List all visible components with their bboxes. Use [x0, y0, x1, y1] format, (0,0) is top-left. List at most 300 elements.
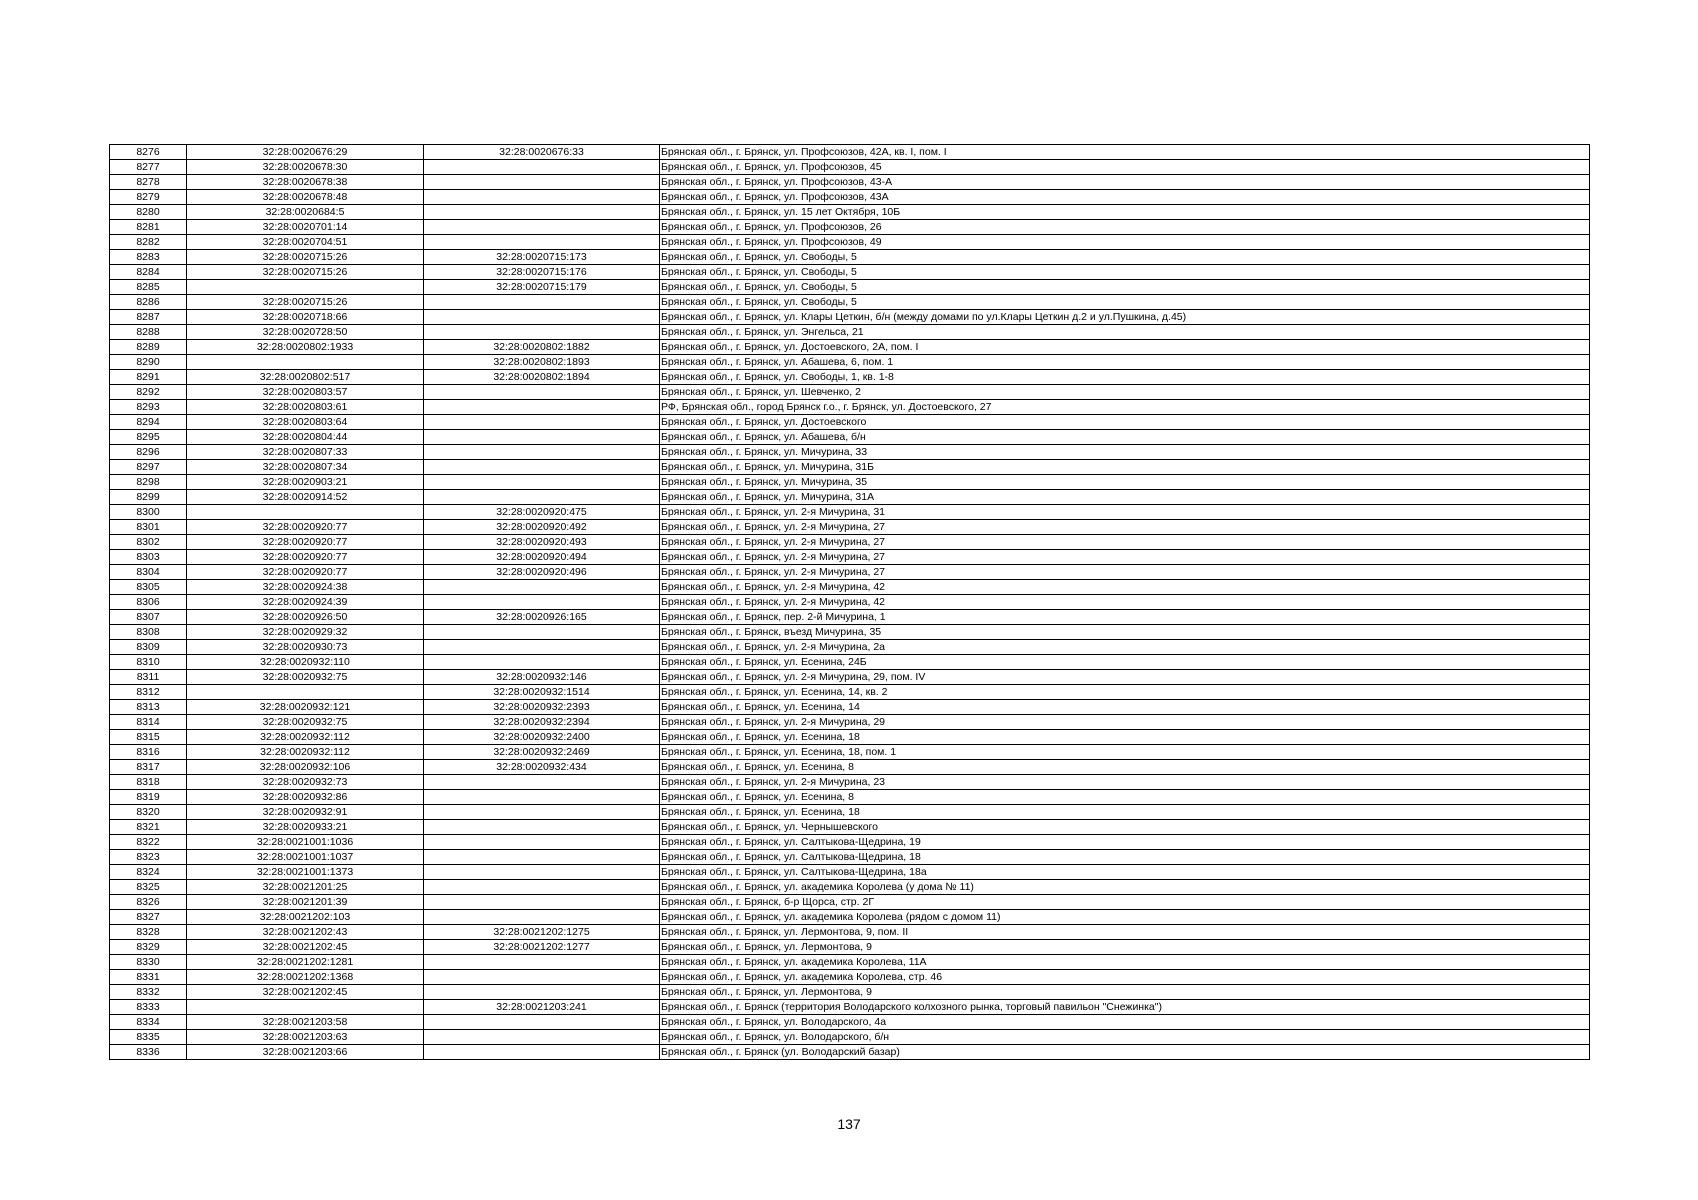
row-number-cell: 8294: [110, 415, 187, 430]
premises-cadastral-number-cell: [424, 655, 660, 670]
address-cell: Брянская обл., г. Брянск, ул. Володарского, б/н: [660, 1030, 1590, 1045]
cadastral-number-cell: 32:28:0020932:73: [187, 775, 424, 790]
table-row: [110, 325, 1590, 340]
cadastral-number-cell: 32:28:0020932:91: [187, 805, 424, 820]
row-number-cell: 8323: [110, 850, 187, 865]
cadastral-number-cell: 32:28:0021202:45: [187, 985, 424, 1000]
address-cell: Брянская обл., г. Брянск, ул. 2-я Мичурина, 29, пом. IV: [660, 670, 1590, 685]
cadastral-number-cell: 32:28:0020903:21: [187, 475, 424, 490]
premises-cadastral-number-cell: 32:28:0021202:1277: [424, 940, 660, 955]
table-row: [110, 280, 1590, 295]
table-row: [110, 925, 1590, 940]
cadastral-number-cell: 32:28:0020932:106: [187, 760, 424, 775]
address-cell: Брянская обл., г. Брянск, ул. Профсоюзов, 49: [660, 235, 1590, 250]
row-number-cell: 8288: [110, 325, 187, 340]
premises-cadastral-number-cell: [424, 445, 660, 460]
row-number-cell: 8334: [110, 1015, 187, 1030]
address-cell: Брянская обл., г. Брянск, ул. академика Королева, 11А: [660, 955, 1590, 970]
table-row: [110, 355, 1590, 370]
cadastral-number-cell: 32:28:0020715:26: [187, 250, 424, 265]
row-number-cell: 8282: [110, 235, 187, 250]
row-number-cell: 8325: [110, 880, 187, 895]
cadastral-number-cell: 32:28:0021201:25: [187, 880, 424, 895]
cadastral-number-cell: 32:28:0020678:30: [187, 160, 424, 175]
cadastral-number-cell: 32:28:0020684:5: [187, 205, 424, 220]
address-cell: Брянская обл., г. Брянск, ул. Абашева, б/н: [660, 430, 1590, 445]
table-row: [110, 670, 1590, 685]
row-number-cell: 8283: [110, 250, 187, 265]
table-row: [110, 865, 1590, 880]
address-cell: Брянская обл., г. Брянск, ул. 15 лет Октября, 10Б: [660, 205, 1590, 220]
premises-cadastral-number-cell: [424, 985, 660, 1000]
row-number-cell: 8279: [110, 190, 187, 205]
address-cell: Брянская обл., г. Брянск (ул. Володарский базар): [660, 1045, 1590, 1060]
row-number-cell: 8277: [110, 160, 187, 175]
premises-cadastral-number-cell: [424, 880, 660, 895]
address-cell: Брянская обл., г. Брянск, ул. Свободы, 5: [660, 280, 1590, 295]
table-row: [110, 535, 1590, 550]
address-cell: Брянская обл., г. Брянск, въезд Мичурина, 35: [660, 625, 1590, 640]
table-row: [110, 880, 1590, 895]
row-number-cell: 8305: [110, 580, 187, 595]
cadastral-number-cell: 32:28:0020930:73: [187, 640, 424, 655]
premises-cadastral-number-cell: [424, 460, 660, 475]
premises-cadastral-number-cell: 32:28:0020676:33: [424, 145, 660, 160]
premises-cadastral-number-cell: 32:28:0020932:146: [424, 670, 660, 685]
address-cell: Брянская обл., г. Брянск, ул. Свободы, 5: [660, 265, 1590, 280]
row-number-cell: 8303: [110, 550, 187, 565]
address-cell: Брянская обл., г. Брянск, ул. 2-я Мичурина, 27: [660, 520, 1590, 535]
row-number-cell: 8293: [110, 400, 187, 415]
premises-cadastral-number-cell: 32:28:0020715:176: [424, 265, 660, 280]
cadastral-number-cell: 32:28:0021203:58: [187, 1015, 424, 1030]
table-row: [110, 610, 1590, 625]
table-row: [110, 190, 1590, 205]
row-number-cell: 8296: [110, 445, 187, 460]
row-number-cell: 8326: [110, 895, 187, 910]
row-number-cell: 8317: [110, 760, 187, 775]
table-row: [110, 655, 1590, 670]
cadastral-number-cell: 32:28:0020920:77: [187, 535, 424, 550]
cadastral-number-cell: 32:28:0020704:51: [187, 235, 424, 250]
premises-cadastral-number-cell: [424, 790, 660, 805]
table-row: [110, 220, 1590, 235]
row-number-cell: 8280: [110, 205, 187, 220]
table-row: [110, 595, 1590, 610]
table-row: [110, 160, 1590, 175]
premises-cadastral-number-cell: 32:28:0020920:494: [424, 550, 660, 565]
row-number-cell: 8329: [110, 940, 187, 955]
premises-cadastral-number-cell: [424, 1030, 660, 1045]
cadastral-number-cell: 32:28:0021202:45: [187, 940, 424, 955]
premises-cadastral-number-cell: 32:28:0020715:179: [424, 280, 660, 295]
premises-cadastral-number-cell: [424, 325, 660, 340]
address-cell: Брянская обл., г. Брянск, ул. 2-я Мичурина, 27: [660, 535, 1590, 550]
cadastral-number-cell: 32:28:0020932:75: [187, 715, 424, 730]
address-cell: Брянская обл., г. Брянск, ул. академика Королева (рядом с домом 11): [660, 910, 1590, 925]
table-row: [110, 385, 1590, 400]
cadastral-number-cell: [187, 1000, 424, 1015]
row-number-cell: 8286: [110, 295, 187, 310]
cadastral-number-cell: 32:28:0021201:39: [187, 895, 424, 910]
address-cell: Брянская обл., г. Брянск, ул. Есенина, 8: [660, 760, 1590, 775]
cadastral-number-cell: 32:28:0021001:1036: [187, 835, 424, 850]
premises-cadastral-number-cell: [424, 625, 660, 640]
premises-cadastral-number-cell: 32:28:0020920:492: [424, 520, 660, 535]
table-row: [110, 475, 1590, 490]
premises-cadastral-number-cell: 32:28:0020932:2393: [424, 700, 660, 715]
cadastral-number-cell: 32:28:0020807:33: [187, 445, 424, 460]
cadastral-number-cell: 32:28:0021203:66: [187, 1045, 424, 1060]
row-number-cell: 8297: [110, 460, 187, 475]
table-row: [110, 625, 1590, 640]
row-number-cell: 8308: [110, 625, 187, 640]
cadastral-number-cell: [187, 355, 424, 370]
row-number-cell: 8322: [110, 835, 187, 850]
address-cell: Брянская обл., г. Брянск, ул. 2-я Мичурина, 42: [660, 580, 1590, 595]
row-number-cell: 8292: [110, 385, 187, 400]
row-number-cell: 8316: [110, 745, 187, 760]
premises-cadastral-number-cell: 32:28:0020926:165: [424, 610, 660, 625]
cadastral-number-cell: 32:28:0020932:110: [187, 655, 424, 670]
premises-cadastral-number-cell: 32:28:0021203:241: [424, 1000, 660, 1015]
cadastral-number-cell: [187, 505, 424, 520]
premises-cadastral-number-cell: [424, 475, 660, 490]
address-cell: Брянская обл., г. Брянск, ул. Лермонтова, 9: [660, 940, 1590, 955]
premises-cadastral-number-cell: 32:28:0020802:1893: [424, 355, 660, 370]
table-row: [110, 955, 1590, 970]
table-row: [110, 175, 1590, 190]
address-cell: Брянская обл., г. Брянск, ул. Есенина, 24Б: [660, 655, 1590, 670]
table-row: [110, 790, 1590, 805]
address-cell: Брянская обл., г. Брянск, ул. 2-я Мичурина, 29: [660, 715, 1590, 730]
row-number-cell: 8327: [110, 910, 187, 925]
table-row: [110, 850, 1590, 865]
cadastral-number-cell: 32:28:0020932:112: [187, 730, 424, 745]
cadastral-number-cell: 32:28:0020932:121: [187, 700, 424, 715]
table-row: [110, 970, 1590, 985]
address-cell: Брянская обл., г. Брянск, ул. Профсоюзов, 43А: [660, 190, 1590, 205]
cadastral-number-cell: 32:28:0020715:26: [187, 295, 424, 310]
table-row: [110, 580, 1590, 595]
table-body: [110, 145, 1590, 1060]
address-cell: Брянская обл., г. Брянск, ул. Есенина, 18, пом. 1: [660, 745, 1590, 760]
row-number-cell: 8300: [110, 505, 187, 520]
row-number-cell: 8284: [110, 265, 187, 280]
row-number-cell: 8298: [110, 475, 187, 490]
premises-cadastral-number-cell: 32:28:0020920:496: [424, 565, 660, 580]
row-number-cell: 8335: [110, 1030, 187, 1045]
row-number-cell: 8333: [110, 1000, 187, 1015]
cadastral-number-cell: 32:28:0020718:66: [187, 310, 424, 325]
table-row: [110, 910, 1590, 925]
table-row: [110, 445, 1590, 460]
address-cell: Брянская обл., г. Брянск, ул. Профсоюзов, 42А, кв. I, пом. I: [660, 145, 1590, 160]
premises-cadastral-number-cell: [424, 1015, 660, 1030]
address-cell: Брянская обл., г. Брянск, ул. Володарского, 4а: [660, 1015, 1590, 1030]
cadastral-number-cell: 32:28:0020803:64: [187, 415, 424, 430]
address-cell: Брянская обл., г. Брянск, ул. Профсоюзов, 45: [660, 160, 1590, 175]
premises-cadastral-number-cell: [424, 850, 660, 865]
table-row: [110, 565, 1590, 580]
row-number-cell: 8320: [110, 805, 187, 820]
premises-cadastral-number-cell: 32:28:0020932:434: [424, 760, 660, 775]
premises-cadastral-number-cell: 32:28:0020932:1514: [424, 685, 660, 700]
page-number: 137: [837, 1116, 861, 1132]
row-number-cell: 8328: [110, 925, 187, 940]
table-row: [110, 1045, 1590, 1060]
table-row: [110, 730, 1590, 745]
table-row: [110, 145, 1590, 160]
address-cell: Брянская обл., г. Брянск, б-р Щорса, стр. 2Г: [660, 895, 1590, 910]
table-row: [110, 640, 1590, 655]
premises-cadastral-number-cell: [424, 910, 660, 925]
row-number-cell: 8311: [110, 670, 187, 685]
premises-cadastral-number-cell: [424, 835, 660, 850]
address-cell: Брянская обл., г. Брянск, ул. Мичурина, 33: [660, 445, 1590, 460]
premises-cadastral-number-cell: [424, 865, 660, 880]
table-row: [110, 1015, 1590, 1030]
table-row: [110, 775, 1590, 790]
premises-cadastral-number-cell: [424, 310, 660, 325]
address-cell: Брянская обл., г. Брянск, пер. 2-й Мичурина, 1: [660, 610, 1590, 625]
address-cell: Брянская обл., г. Брянск, ул. Салтыкова-Щедрина, 19: [660, 835, 1590, 850]
row-number-cell: 8309: [110, 640, 187, 655]
table-row: [110, 985, 1590, 1000]
row-number-cell: 8299: [110, 490, 187, 505]
row-number-cell: 8281: [110, 220, 187, 235]
premises-cadastral-number-cell: 32:28:0020802:1882: [424, 340, 660, 355]
table-row: [110, 250, 1590, 265]
row-number-cell: 8318: [110, 775, 187, 790]
cadastral-number-cell: 32:28:0020933:21: [187, 820, 424, 835]
row-number-cell: 8295: [110, 430, 187, 445]
address-cell: РФ, Брянская обл., город Брянск г.о., г. Брянск, ул. Достоевского, 27: [660, 400, 1590, 415]
address-cell: Брянская обл., г. Брянск, ул. 2-я Мичурина, 27: [660, 565, 1590, 580]
table-row: [110, 235, 1590, 250]
row-number-cell: 8324: [110, 865, 187, 880]
cadastral-number-cell: 32:28:0020728:50: [187, 325, 424, 340]
table-row: [110, 520, 1590, 535]
table-row: [110, 415, 1590, 430]
cadastral-number-cell: 32:28:0020932:86: [187, 790, 424, 805]
premises-cadastral-number-cell: [424, 415, 660, 430]
table-row: [110, 1030, 1590, 1045]
address-cell: Брянская обл., г. Брянск, ул. Есенина, 14: [660, 700, 1590, 715]
address-cell: Брянская обл., г. Брянск, ул. Достоевского: [660, 415, 1590, 430]
premises-cadastral-number-cell: [424, 820, 660, 835]
address-cell: Брянская обл., г. Брянск, ул. 2-я Мичурина, 42: [660, 595, 1590, 610]
address-cell: Брянская обл., г. Брянск, ул. Есенина, 18: [660, 730, 1590, 745]
cadastral-number-cell: 32:28:0020804:44: [187, 430, 424, 445]
row-number-cell: 8304: [110, 565, 187, 580]
row-number-cell: 8313: [110, 700, 187, 715]
premises-cadastral-number-cell: [424, 205, 660, 220]
table-row: [110, 940, 1590, 955]
address-cell: Брянская обл., г. Брянск, ул. Свободы, 5: [660, 295, 1590, 310]
address-cell: Брянская обл., г. Брянск, ул. Абашева, 6, пом. 1: [660, 355, 1590, 370]
cadastral-number-cell: 32:28:0020924:39: [187, 595, 424, 610]
table-row: [110, 550, 1590, 565]
table-row: [110, 700, 1590, 715]
address-cell: Брянская обл., г. Брянск, ул. Есенина, 14, кв. 2: [660, 685, 1590, 700]
cadastral-number-cell: 32:28:0021203:63: [187, 1030, 424, 1045]
premises-cadastral-number-cell: [424, 220, 660, 235]
premises-cadastral-number-cell: 32:28:0020920:493: [424, 535, 660, 550]
cadastral-number-cell: 32:28:0021001:1373: [187, 865, 424, 880]
address-cell: Брянская обл., г. Брянск, ул. Чернышевского: [660, 820, 1590, 835]
premises-cadastral-number-cell: 32:28:0020932:2394: [424, 715, 660, 730]
row-number-cell: 8287: [110, 310, 187, 325]
cadastral-number-cell: 32:28:0020803:61: [187, 400, 424, 415]
row-number-cell: 8290: [110, 355, 187, 370]
premises-cadastral-number-cell: [424, 490, 660, 505]
address-cell: Брянская обл., г. Брянск, ул. Мичурина, 31Б: [660, 460, 1590, 475]
row-number-cell: 8314: [110, 715, 187, 730]
cadastral-number-cell: 32:28:0020802:517: [187, 370, 424, 385]
table-row: [110, 745, 1590, 760]
row-number-cell: 8289: [110, 340, 187, 355]
address-cell: Брянская обл., г. Брянск, ул. академика Королева (у дома № 11): [660, 880, 1590, 895]
premises-cadastral-number-cell: 32:28:0021202:1275: [424, 925, 660, 940]
cadastral-number-cell: 32:28:0020678:48: [187, 190, 424, 205]
premises-cadastral-number-cell: [424, 235, 660, 250]
cadastral-number-cell: 32:28:0020803:57: [187, 385, 424, 400]
table-row: [110, 310, 1590, 325]
address-cell: Брянская обл., г. Брянск, ул. Салтыкова-Щедрина, 18а: [660, 865, 1590, 880]
cadastral-number-cell: 32:28:0020701:14: [187, 220, 424, 235]
address-cell: Брянская обл., г. Брянск, ул. 2-я Мичурина, 27: [660, 550, 1590, 565]
address-cell: Брянская обл., г. Брянск, ул. Лермонтова, 9, пом. II: [660, 925, 1590, 940]
cadastral-number-cell: 32:28:0020929:32: [187, 625, 424, 640]
table-row: [110, 265, 1590, 280]
premises-cadastral-number-cell: [424, 175, 660, 190]
premises-cadastral-number-cell: 32:28:0020932:2469: [424, 745, 660, 760]
table-row: [110, 295, 1590, 310]
cadastral-number-cell: 32:28:0020920:77: [187, 565, 424, 580]
cadastral-number-cell: 32:28:0021001:1037: [187, 850, 424, 865]
cadastral-number-cell: 32:28:0020802:1933: [187, 340, 424, 355]
premises-cadastral-number-cell: [424, 970, 660, 985]
table-row: [110, 505, 1590, 520]
premises-cadastral-number-cell: [424, 295, 660, 310]
address-cell: Брянская обл., г. Брянск (территория Володарского колхозного рынка, торговый павильон "Снежинка"): [660, 1000, 1590, 1015]
premises-cadastral-number-cell: [424, 190, 660, 205]
premises-cadastral-number-cell: [424, 580, 660, 595]
premises-cadastral-number-cell: [424, 1045, 660, 1060]
cadastral-number-cell: 32:28:0020807:34: [187, 460, 424, 475]
cadastral-number-cell: 32:28:0020920:77: [187, 520, 424, 535]
address-cell: Брянская обл., г. Брянск, ул. Есенина, 8: [660, 790, 1590, 805]
cadastral-number-cell: 32:28:0020932:75: [187, 670, 424, 685]
table-row: [110, 400, 1590, 415]
cadastral-table: [109, 144, 1590, 1060]
row-number-cell: 8312: [110, 685, 187, 700]
table-row: [110, 895, 1590, 910]
row-number-cell: 8330: [110, 955, 187, 970]
address-cell: Брянская обл., г. Брянск, ул. 2-я Мичурина, 31: [660, 505, 1590, 520]
address-cell: Брянская обл., г. Брянск, ул. Клары Цеткин, б/н (между домами по ул.Клары Цеткин д.2 и ул.Пушкина, д.45): [660, 310, 1590, 325]
table-row: [110, 685, 1590, 700]
premises-cadastral-number-cell: [424, 400, 660, 415]
address-cell: Брянская обл., г. Брянск, ул. Свободы, 1, кв. 1-8: [660, 370, 1590, 385]
premises-cadastral-number-cell: 32:28:0020920:475: [424, 505, 660, 520]
address-cell: Брянская обл., г. Брянск, ул. Достоевского, 2А, пом. I: [660, 340, 1590, 355]
premises-cadastral-number-cell: [424, 640, 660, 655]
row-number-cell: 8321: [110, 820, 187, 835]
table-row: [110, 340, 1590, 355]
row-number-cell: 8306: [110, 595, 187, 610]
cadastral-number-cell: 32:28:0020914:52: [187, 490, 424, 505]
table-row: [110, 835, 1590, 850]
cadastral-number-cell: 32:28:0020924:38: [187, 580, 424, 595]
row-number-cell: 8310: [110, 655, 187, 670]
address-cell: Брянская обл., г. Брянск, ул. Профсоюзов, 26: [660, 220, 1590, 235]
cadastral-number-cell: 32:28:0021202:1368: [187, 970, 424, 985]
row-number-cell: 8332: [110, 985, 187, 1000]
premises-cadastral-number-cell: [424, 595, 660, 610]
table-row: [110, 805, 1590, 820]
premises-cadastral-number-cell: [424, 430, 660, 445]
row-number-cell: 8285: [110, 280, 187, 295]
address-cell: Брянская обл., г. Брянск, ул. Салтыкова-Щедрина, 18: [660, 850, 1590, 865]
table-row: [110, 1000, 1590, 1015]
address-cell: Брянская обл., г. Брянск, ул. Есенина, 18: [660, 805, 1590, 820]
cadastral-number-cell: 32:28:0020676:29: [187, 145, 424, 160]
address-cell: Брянская обл., г. Брянск, ул. 2-я Мичурина, 2а: [660, 640, 1590, 655]
address-cell: Брянская обл., г. Брянск, ул. Мичурина, 31А: [660, 490, 1590, 505]
premises-cadastral-number-cell: 32:28:0020802:1894: [424, 370, 660, 385]
row-number-cell: 8301: [110, 520, 187, 535]
premises-cadastral-number-cell: [424, 775, 660, 790]
table-row: [110, 490, 1590, 505]
table-row: [110, 430, 1590, 445]
cadastral-number-cell: 32:28:0021202:43: [187, 925, 424, 940]
row-number-cell: 8302: [110, 535, 187, 550]
cadastral-number-cell: 32:28:0020920:77: [187, 550, 424, 565]
cadastral-number-cell: [187, 685, 424, 700]
cadastral-number-cell: 32:28:0020932:112: [187, 745, 424, 760]
cadastral-number-cell: 32:28:0020678:38: [187, 175, 424, 190]
premises-cadastral-number-cell: [424, 955, 660, 970]
row-number-cell: 8291: [110, 370, 187, 385]
cadastral-number-cell: [187, 280, 424, 295]
table-row: [110, 460, 1590, 475]
address-cell: Брянская обл., г. Брянск, ул. 2-я Мичурина, 23: [660, 775, 1590, 790]
address-cell: Брянская обл., г. Брянск, ул. Профсоюзов, 43-А: [660, 175, 1590, 190]
premises-cadastral-number-cell: [424, 895, 660, 910]
row-number-cell: 8336: [110, 1045, 187, 1060]
row-number-cell: 8307: [110, 610, 187, 625]
premises-cadastral-number-cell: 32:28:0020932:2400: [424, 730, 660, 745]
table-row: [110, 370, 1590, 385]
address-cell: Брянская обл., г. Брянск, ул. Энгельса, 21: [660, 325, 1590, 340]
cadastral-number-cell: 32:28:0020715:26: [187, 265, 424, 280]
row-number-cell: 8315: [110, 730, 187, 745]
cadastral-number-cell: 32:28:0021202:1281: [187, 955, 424, 970]
table-row: [110, 820, 1590, 835]
table-row: [110, 715, 1590, 730]
address-cell: Брянская обл., г. Брянск, ул. Свободы, 5: [660, 250, 1590, 265]
address-cell: Брянская обл., г. Брянск, ул. академика Королева, стр. 46: [660, 970, 1590, 985]
address-cell: Брянская обл., г. Брянск, ул. Мичурина, 35: [660, 475, 1590, 490]
cadastral-number-cell: 32:28:0020926:50: [187, 610, 424, 625]
row-number-cell: 8278: [110, 175, 187, 190]
row-number-cell: 8319: [110, 790, 187, 805]
row-number-cell: 8331: [110, 970, 187, 985]
cadastral-number-cell: 32:28:0021202:103: [187, 910, 424, 925]
premises-cadastral-number-cell: [424, 805, 660, 820]
